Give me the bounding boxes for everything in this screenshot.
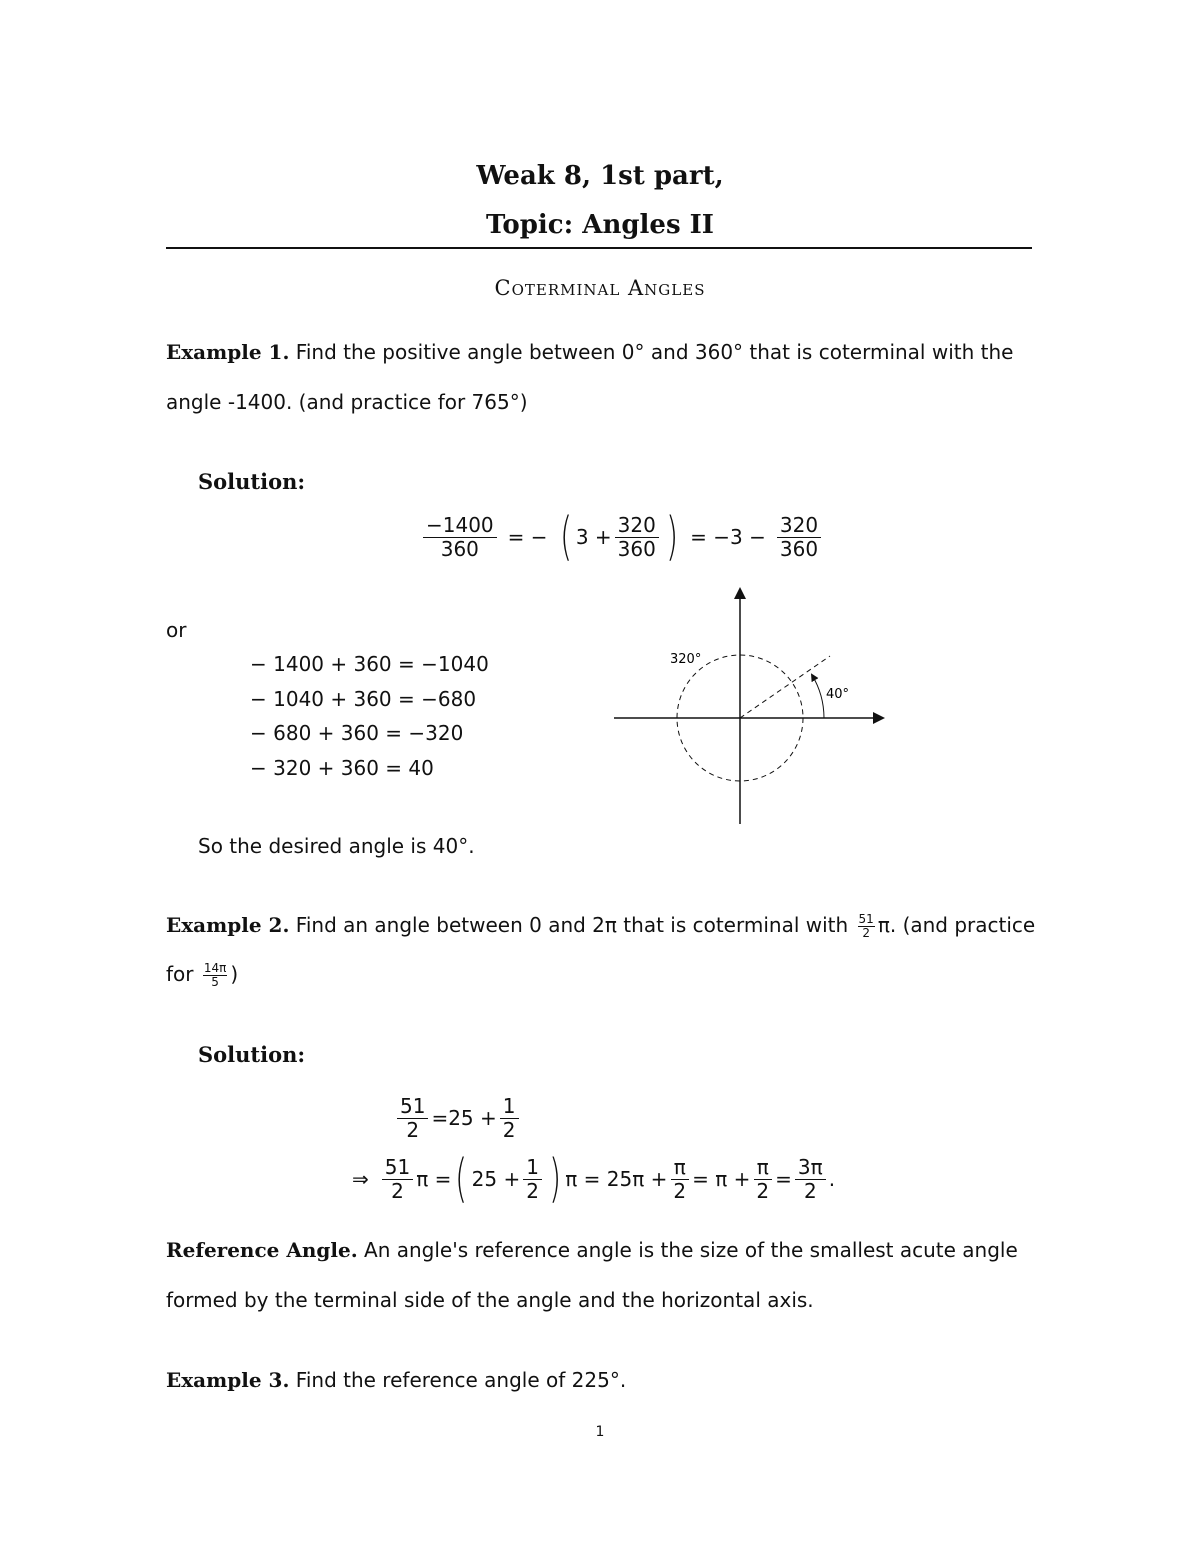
- page-title-line-2: Topic: Angles II: [486, 210, 714, 240]
- left-paren: (: [559, 507, 572, 567]
- eq3-left-paren: (: [455, 1149, 468, 1209]
- step-list: [250, 647, 489, 785]
- eq2-fraction-1-denominator: 2: [406, 1117, 420, 1142]
- eq3-mid: = π +: [692, 1167, 751, 1191]
- eq3-fraction-3-denominator: 2: [673, 1178, 687, 1203]
- eq3-fraction-1-2: [523, 1156, 542, 1203]
- step-4: − 320 + 360 = 40: [250, 755, 434, 780]
- step-2: − 1040 + 360 = −680: [250, 686, 477, 711]
- example-2-equation-line-1: [394, 1090, 522, 1146]
- integer-part: 3 +: [575, 525, 612, 549]
- example-3-label: Example 3.: [166, 1368, 290, 1392]
- eq2-fraction-2-numerator: 1: [500, 1095, 519, 1119]
- eq3-equals: =: [775, 1167, 792, 1191]
- step-3: − 680 + 360 = −320: [250, 721, 464, 745]
- eq3-fraction-51-2: [382, 1156, 413, 1203]
- fraction-3: [777, 514, 821, 561]
- inline-fraction-2-denominator: 5: [211, 975, 219, 989]
- fraction-1-numerator: −1400: [423, 514, 497, 538]
- inline-fraction-51-2: [858, 913, 875, 939]
- reference-angle-line-2: formed by the terminal side of the angle and the horizontal axis.: [166, 1288, 814, 1312]
- example-2-text-c: for: [166, 962, 194, 986]
- eq3-fraction-2-denominator: 2: [526, 1178, 539, 1203]
- example-1-line-1: [166, 340, 1013, 364]
- fraction-3-numerator: 320: [777, 514, 821, 538]
- example-1-label: Example 1.: [166, 340, 290, 364]
- example-1-solution-label: Solution:: [198, 469, 306, 494]
- fraction-3-denominator: 360: [779, 536, 819, 561]
- example-1-conclusion: So the desired angle is 40°.: [198, 834, 475, 858]
- eq3-after-paren: π = 25π +: [565, 1167, 668, 1191]
- example-3-text: Find the reference angle of 225°.: [295, 1368, 627, 1392]
- reference-angle-text-1: An angle's reference angle is the size of the smallest acute angle: [364, 1238, 1018, 1262]
- example-2-text-b: π. (and practice: [877, 913, 1036, 937]
- equals-minus: = −: [507, 525, 548, 549]
- eq2-mid: =25 +: [431, 1106, 497, 1130]
- page-title-line-1: Weak 8, 1st part,: [476, 161, 724, 191]
- eq2-fraction-2-denominator: 2: [502, 1117, 516, 1142]
- fraction-1: [423, 514, 497, 561]
- eq3-fraction-pi-2-a: [670, 1156, 689, 1203]
- eq3-fraction-5-denominator: 2: [803, 1178, 817, 1203]
- eq3-end: .: [828, 1167, 836, 1191]
- example-2-solution-label: Solution:: [198, 1042, 306, 1067]
- implies-arrow: ⇒: [352, 1167, 369, 1191]
- fraction-2-numerator: 320: [615, 514, 659, 538]
- reference-angle-label: Reference Angle.: [166, 1238, 358, 1262]
- or-label: or: [166, 618, 187, 642]
- eq3-fraction-4-numerator: π: [754, 1156, 772, 1180]
- eq3-inner: 25 +: [471, 1167, 521, 1191]
- example-3-line: [166, 1368, 626, 1392]
- eq3-fraction-2-numerator: 1: [523, 1156, 542, 1180]
- example-1-text-1: Find the positive angle between 0° and 360° that is coterminal with the: [295, 340, 1014, 364]
- label-40-degrees: 40°: [826, 687, 850, 702]
- equals-minus-three: = −3 −: [690, 525, 766, 549]
- step-1: − 1400 + 360 = −1040: [250, 652, 489, 676]
- fraction-2: [615, 514, 659, 561]
- eq3-right-paren: ): [549, 1149, 562, 1209]
- inline-fraction-14pi-5: [203, 962, 228, 988]
- reference-angle-line-1: [166, 1238, 1018, 1262]
- eq2-fraction-1-numerator: 51: [397, 1095, 428, 1119]
- example-1-equation: [420, 505, 824, 569]
- page-number: 1: [595, 1424, 605, 1440]
- example-2-line-1: [166, 913, 1035, 940]
- inline-fraction-2-numerator: 14π: [203, 961, 227, 976]
- eq3-after-fraction: π =: [416, 1167, 452, 1191]
- example-2-text-a: Find an angle between 0 and 2π that is coterminal with: [295, 913, 849, 937]
- eq3-fraction-4-denominator: 2: [756, 1178, 770, 1203]
- eq3-fraction-5-numerator: 3π: [795, 1156, 826, 1180]
- eq3-fraction-1-denominator: 2: [391, 1178, 404, 1203]
- terminal-side: [740, 656, 830, 718]
- inline-fraction-1-numerator: 51: [858, 912, 874, 927]
- eq2-fraction-1-2: [500, 1095, 519, 1142]
- eq3-fraction-3-numerator: π: [671, 1156, 689, 1180]
- arc-40: [812, 675, 824, 718]
- example-2-equation-line-2: [352, 1148, 835, 1210]
- inline-fraction-1-denominator: 2: [862, 926, 870, 940]
- label-320-degrees: 320°: [670, 652, 702, 667]
- eq3-fraction-1-numerator: 51: [382, 1156, 413, 1180]
- section-heading: Coterminal Angles: [494, 276, 706, 300]
- example-2-text-d: ): [230, 962, 239, 986]
- eq3-fraction-3pi-2: [795, 1156, 826, 1203]
- fraction-1-denominator: 360: [440, 536, 479, 561]
- fraction-2-denominator: 360: [617, 536, 656, 561]
- right-paren: ): [665, 507, 679, 567]
- example-1-line-2: angle -1400. (and practice for 765°): [166, 390, 528, 414]
- title-rule: [166, 247, 1032, 249]
- example-2-label: Example 2.: [166, 913, 290, 937]
- eq2-fraction-51-2: [397, 1095, 428, 1142]
- coterminal-angle-diagram: [600, 580, 900, 830]
- eq3-fraction-pi-2-b: [753, 1156, 772, 1203]
- example-2-line-2: [166, 962, 238, 989]
